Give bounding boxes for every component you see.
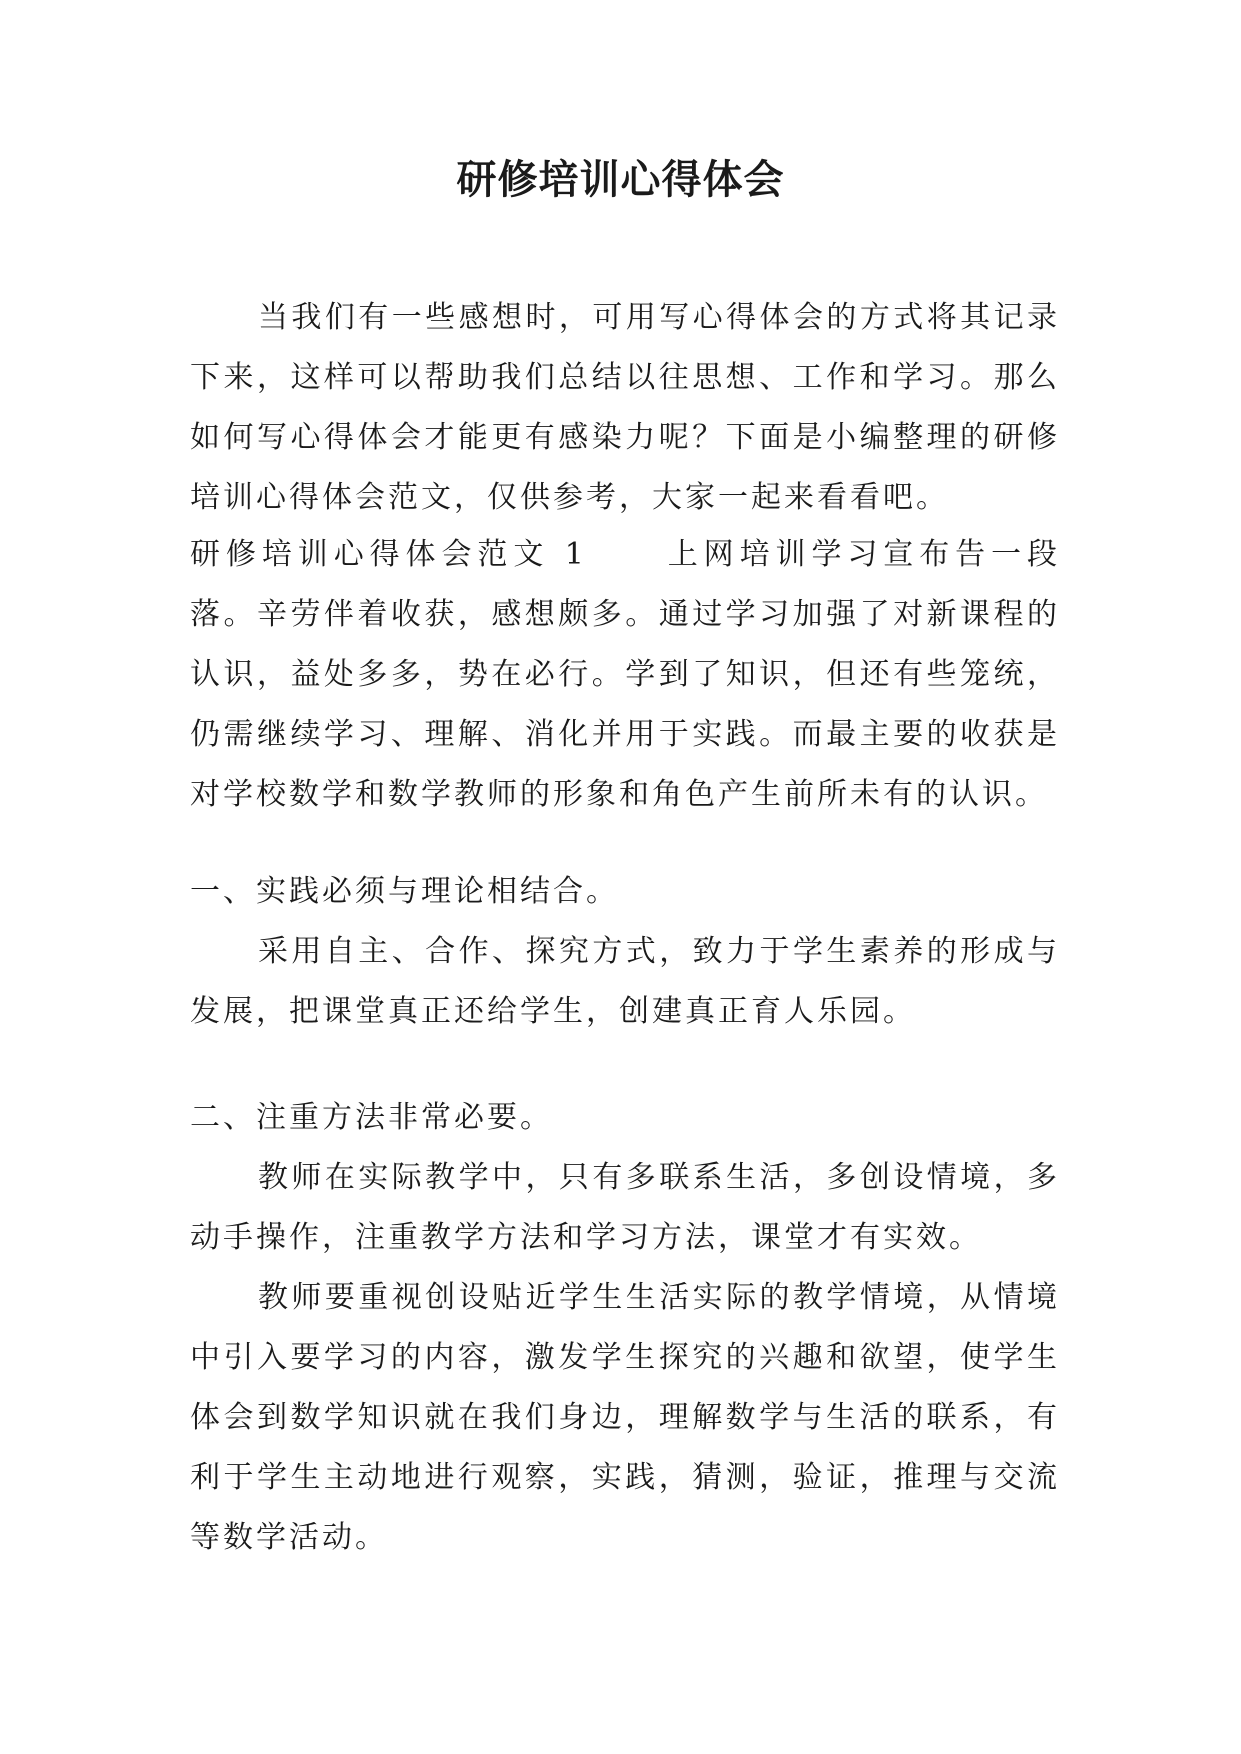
- section1-heading: 一、实践必须与理论相结合。: [190, 874, 619, 909]
- document-title: 研修培训心得体会: [456, 157, 785, 203]
- section1-paragraph: 采用自主、合作、探究方式，致力于学生素养的形成与发展，把课堂真正还给学生，创建真正育人乐园。: [190, 934, 1060, 1029]
- sample-label: 研修培训心得体会范文 1: [190, 537, 587, 572]
- sample-paragraph: [190, 525, 1060, 825]
- section2-paragraph-1: 教师在实际教学中，只有多联系生活，多创设情境，多动手操作，注重教学方法和学习方法，课堂才有实效。: [190, 1160, 1060, 1255]
- section2-paragraph-2: 教师要重视创设贴近学生生活实际的教学情境，从情境中引入要学习的内容，激发学生探究的兴趣和欲望，使学生体会到数学知识就在我们身边，理解数学与生活的联系，有利于学生主动地进行观察，实践，猜测，验证，推理与交流等数学活动。: [190, 1280, 1060, 1555]
- sample-opening: 上网培训学习宣布告一段落。辛劳伴着收获，感想颇多。通过学习加强了对新课程的认识，益处多多，势在必行。学到了知识，但还有些笼统，仍需继续学习、理解、消化并用于实践。而最主要的收获是对学校数学和数学教师的形象和角色产生前所未有的认识。: [190, 537, 1060, 812]
- section2-heading: 二、注重方法非常必要。: [190, 1100, 553, 1135]
- intro-paragraph: 当我们有一些感想时，可用写心得体会的方式将其记录下来，这样可以帮助我们总结以往思想、工作和学习。那么如何写心得体会才能更有感染力呢？下面是小编整理的研修培训心得体会范文，仅供参考，大家一起来看看吧。: [190, 300, 1060, 515]
